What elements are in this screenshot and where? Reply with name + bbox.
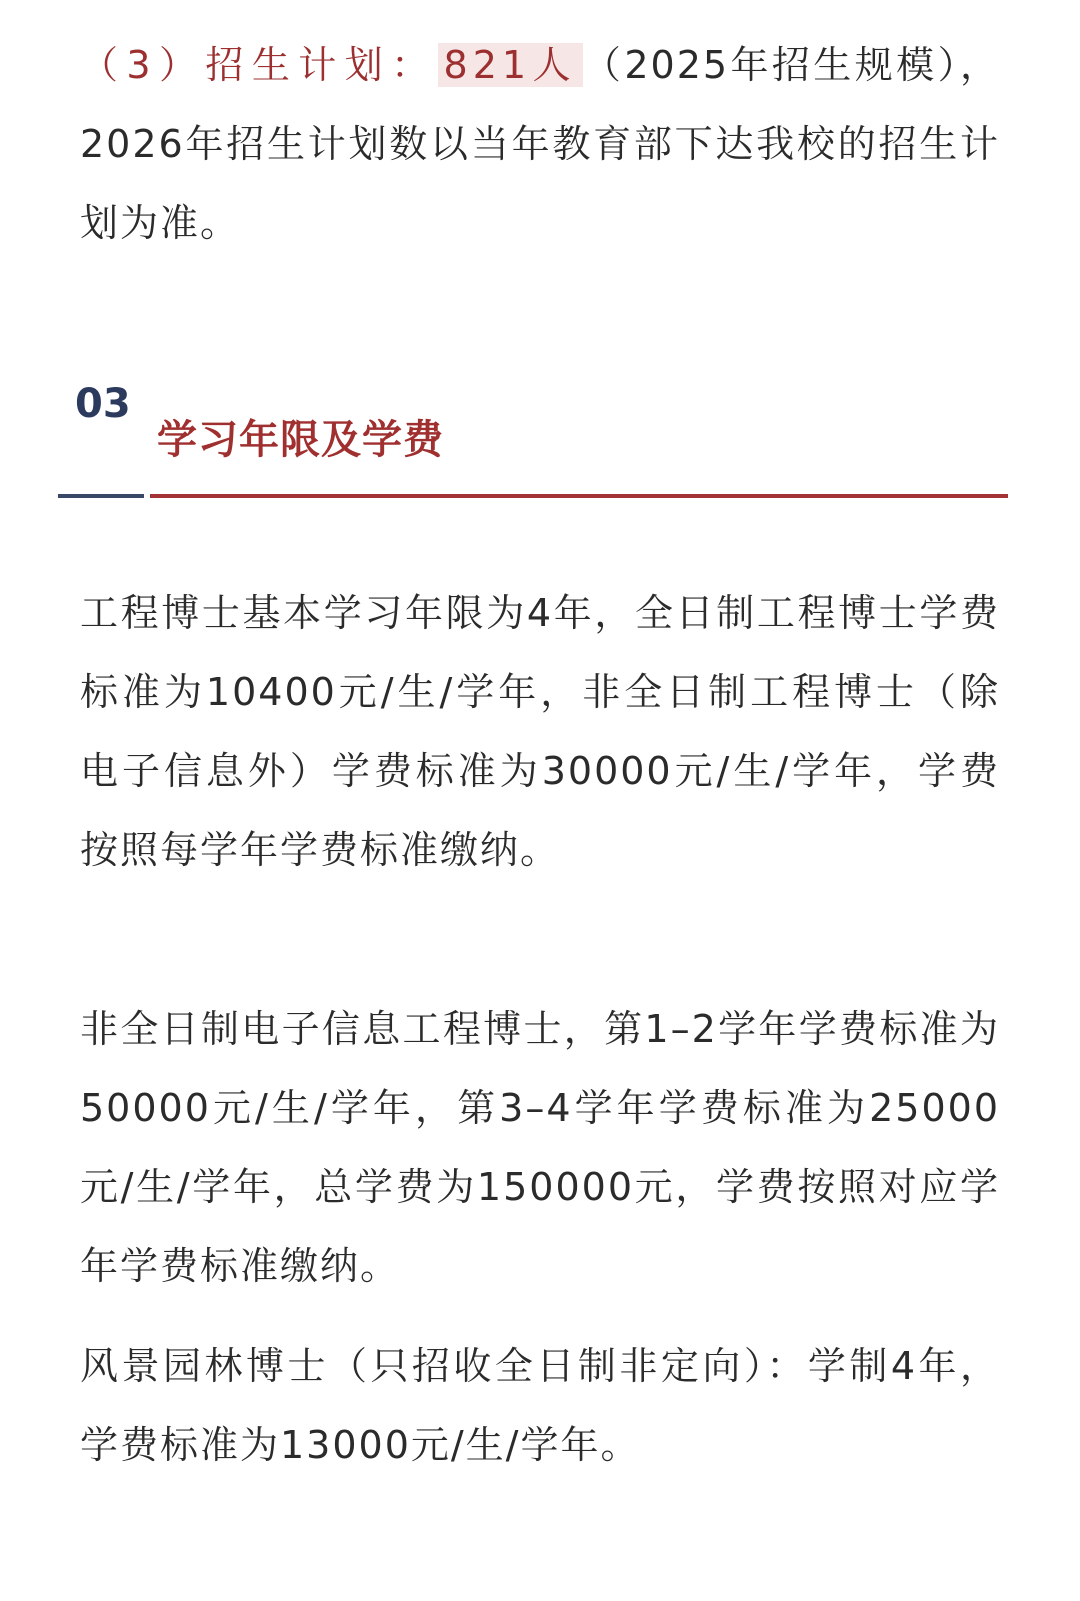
tuition-paragraph-engineering: 工程博士基本学习年限为4年，全日制工程博士学费标准为10400元/生/学年，非全日制工程博士（除电子信息外）学费标准为30000元/生/学年，学费按照每学年学费标准缴纳。 [80,591,1000,872]
section-number: 03 [75,381,131,427]
section-divider-accent [58,494,144,498]
enrollment-plan-label: （3）招生计划： [80,43,438,87]
enrollment-plan-paragraph [80,26,1000,263]
section-divider [150,494,1008,498]
tuition-paragraph-landscape: 风景园林博士（只招收全日制非定向）：学制4年，学费标准为13000元/生/学年。 [80,1344,1000,1467]
enrollment-plan-number: 821人 [438,43,583,87]
section-title: 学习年限及学费 [157,417,444,463]
enrollment-plan-text: （2025年招生规模），2026年招生计划数以当年教育部下达我校的招生计划为准。 [80,43,1000,245]
tuition-paragraph-electronic-info: 非全日制电子信息工程博士，第1–2学年学费标准为50000元/生/学年，第3–4学年学费标准为25000元/生/学年，总学费为150000元，学费按照对应学年学费标准缴纳。 [80,1007,1000,1288]
